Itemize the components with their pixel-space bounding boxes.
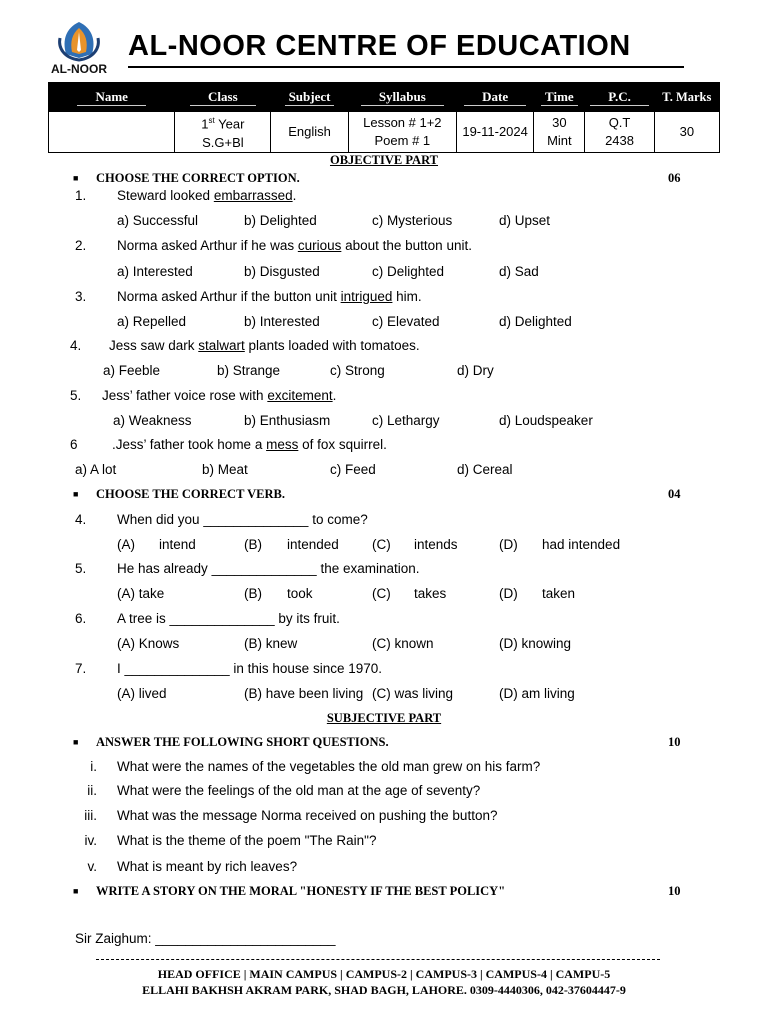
verb-option: intends [414, 537, 458, 552]
mcq-option: b) Meat [202, 462, 248, 477]
mcq-option: a) Successful [117, 213, 199, 228]
short-question: What was the message Norma received on pushing the button? [117, 808, 498, 823]
marks-cell: 30 [654, 112, 719, 153]
short-question-number: ii. [87, 783, 97, 798]
date-cell: 19-11-2024 [456, 112, 534, 153]
objective-part-heading: OBJECTIVE PART [329, 153, 439, 167]
short-question-number: iii. [84, 808, 97, 823]
verb-option: (A) take [117, 586, 165, 601]
pc-cell: Q.T 2438 [585, 112, 654, 153]
time-cell: 30 Mint [534, 112, 585, 153]
mcq-number: 1. [75, 188, 87, 203]
mcq-option: b) Enthusiasm [244, 413, 331, 428]
footer-campuses: HEAD OFFICE | MAIN CAMPUS | CAMPUS-2 | CAMPUS-3 | CAMPUS-4 | CAMPU-5 [157, 967, 611, 981]
short-question-number: v. [87, 859, 97, 874]
mcq-option: d) Delighted [499, 314, 572, 329]
header-marks: T. Marks [654, 83, 719, 112]
mcq-number: 2. [75, 238, 87, 253]
mcq-option: b) Delighted [244, 213, 317, 228]
header-class: Class [175, 83, 271, 112]
mcq-option: a) Interested [117, 264, 193, 279]
mcq-question: Steward looked embarrassed. [117, 188, 297, 203]
mcq-question: Norma asked Arthur if the button unit intrigued him. [117, 289, 422, 304]
mcq-option: c) Feed [330, 462, 376, 477]
mcq-option: d) Loudspeaker [499, 413, 593, 428]
header-syllabus: Syllabus [348, 83, 456, 112]
verb-option: (A) lived [117, 686, 167, 701]
section-marks-options: 06 [668, 171, 681, 185]
verb-option: (C) was living [372, 686, 454, 701]
verb-option: (B) knew [244, 636, 298, 651]
verb-option: (B) have been living [244, 686, 364, 701]
section-marks-short-questions: 10 [668, 735, 681, 749]
mcq-option: a) Feeble [103, 363, 161, 378]
short-question: What were the feelings of the old man at the age of seventy? [117, 783, 481, 798]
verb-option-letter: (D) [499, 586, 518, 601]
mcq-question: .Jess’ father took home a mess of fox squirrel. [112, 437, 387, 452]
mcq-option: b) Interested [244, 314, 320, 329]
verb-question: He has already ______________ the examination. [117, 561, 420, 576]
mcq-option: a) A lot [75, 462, 117, 477]
mcq-question: Jess saw dark stalwart plants loaded with tomatoes. [109, 338, 420, 353]
mcq-option: c) Delighted [372, 264, 445, 279]
title-underline [128, 66, 684, 68]
mcq-option: d) Upset [499, 213, 551, 228]
short-question: What were the names of the vegetables the old man grew on his farm? [117, 759, 541, 774]
header-time: Time [534, 83, 585, 112]
verb-option: took [287, 586, 313, 601]
mcq-option: d) Cereal [457, 462, 513, 477]
mcq-number: 6 [70, 437, 78, 452]
bullet-icon: ■ [73, 886, 79, 896]
section-heading-short-questions: ANSWER THE FOLLOWING SHORT QUESTIONS. [96, 735, 389, 749]
section-heading-story: WRITE A STORY ON THE MORAL "HONESTY IF THE BEST POLICY" [96, 884, 506, 898]
verb-option: takes [414, 586, 447, 601]
mcq-option: d) Dry [457, 363, 494, 378]
section-heading-verbs: CHOOSE THE CORRECT VERB. [96, 487, 285, 501]
mcq-option: d) Sad [499, 264, 539, 279]
header-date: Date [456, 83, 534, 112]
short-question-number: i. [90, 759, 97, 774]
verb-option-letter: (B) [244, 537, 262, 552]
verb-option: intend [159, 537, 196, 552]
signature-line: Sir Zaighum: ________________________ [75, 931, 336, 946]
mcq-number: 5. [70, 388, 82, 403]
verb-number: 6. [75, 611, 87, 626]
verb-option: taken [542, 586, 576, 601]
mcq-option: a) Weakness [113, 413, 192, 428]
verb-question: A tree is ______________ by its fruit. [117, 611, 340, 626]
verb-option-letter: (C) [372, 586, 391, 601]
subjective-part-heading: SUBJECTIVE PART [326, 711, 442, 725]
section-heading-options: CHOOSE THE CORRECT OPTION. [96, 171, 300, 185]
verb-option-letter: (B) [244, 586, 262, 601]
mcq-option: c) Mysterious [372, 213, 453, 228]
verb-option: (C) known [372, 636, 434, 651]
bullet-icon: ■ [73, 173, 79, 183]
name-cell[interactable] [49, 112, 175, 153]
verb-question: When did you ______________ to come? [117, 512, 368, 527]
short-question: What is the theme of the poem "The Rain"? [117, 833, 377, 848]
mcq-question: Norma asked Arthur if he was curious about the button unit. [117, 238, 472, 253]
verb-option: (A) Knows [117, 636, 180, 651]
section-marks-verbs: 04 [668, 487, 681, 501]
verb-number: 5. [75, 561, 87, 576]
verb-option: intended [287, 537, 339, 552]
info-table-header [49, 83, 720, 112]
verb-option-letter: (D) [499, 537, 518, 552]
mcq-option: b) Strange [217, 363, 281, 378]
header-name: Name [49, 83, 175, 112]
mcq-number: 4. [70, 338, 82, 353]
short-question: What is meant by rich leaves? [117, 859, 298, 874]
verb-option-letter: (C) [372, 537, 391, 552]
short-question-number: iv. [84, 833, 97, 848]
header-pc: P.C. [585, 83, 654, 112]
mcq-question: Jess’ father voice rose with excitement. [102, 388, 337, 403]
footer-address: ELLAHI BAKHSH AKRAM PARK, SHAD BAGH, LAHORE. 0309-4440306, 042-37604447-9 [142, 983, 626, 997]
verb-option: had intended [542, 537, 621, 552]
header-subject: Subject [271, 83, 349, 112]
verb-option: (D) am living [499, 686, 575, 701]
section-marks-story: 10 [668, 884, 681, 898]
subject-cell: English [271, 112, 349, 153]
verb-option: (D) knowing [499, 636, 572, 651]
class-cell: 1st Year S.G+Bl [175, 112, 271, 153]
bullet-icon: ■ [73, 737, 79, 747]
mcq-number: 3. [75, 289, 87, 304]
mcq-option: b) Disgusted [244, 264, 320, 279]
verb-number: 4. [75, 512, 87, 527]
bullet-icon: ■ [73, 489, 79, 499]
mcq-option: c) Elevated [372, 314, 440, 329]
info-table [48, 82, 720, 153]
footer-divider [96, 959, 660, 960]
syllabus-cell: Lesson # 1+2 Poem # 1 [348, 112, 456, 153]
mcq-option: a) Repelled [117, 314, 187, 329]
logo-label: AL-NOOR [51, 62, 107, 76]
mcq-option: c) Lethargy [372, 413, 440, 428]
verb-question: I ______________ in this house since 1970. [117, 661, 382, 676]
verb-option-letter: (A) [117, 537, 135, 552]
mcq-option: c) Strong [330, 363, 385, 378]
verb-number: 7. [75, 661, 87, 676]
institution-title: AL-NOOR CENTRE OF EDUCATION [128, 30, 631, 62]
info-table-row [49, 112, 720, 153]
